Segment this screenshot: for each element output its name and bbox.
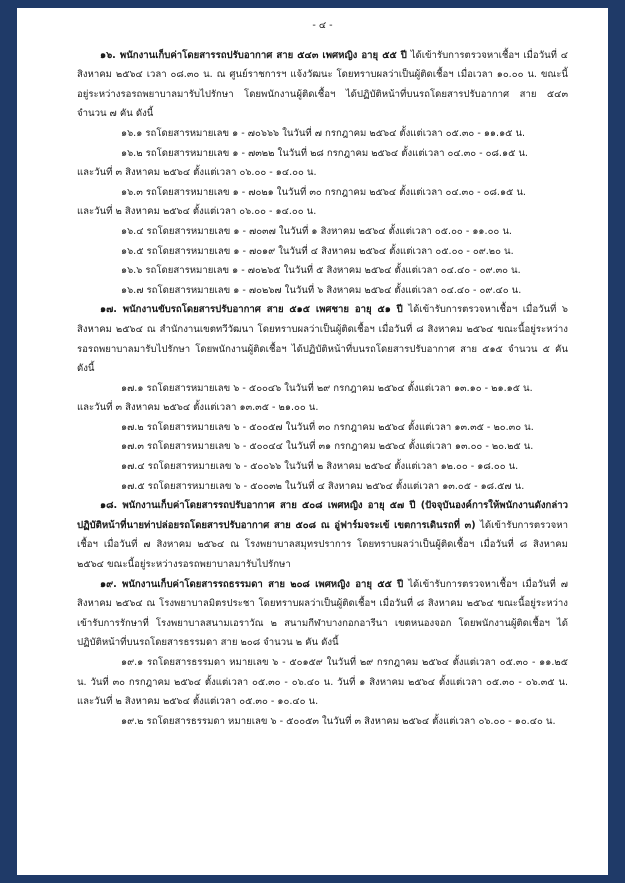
section-body: ได้เข้ารับการตรวจหาเชื้อฯ เมื่อวันที่ ๔ สิงหาคม ๒๕๖๔ เวลา ๐๘.๓๐ น. ณ ศูนย์ราชการฯ แจ้งวัฒนะ โดยทราบผลว่าเป็นผู้ติดเชื้อฯ เมื่อเวลา ๑๐.๐๐ น. ขณะนี้อยู่ระหว่างรอรถพยาบาลมารับไปรักษา โดยพนักงานผู้ติดเชื้อฯ ได้ปฏิบัติหน้าที่บนรถโดยสารปรับอากาศ สาย ๕๔๓ จำนวน ๗ คัน ดังนี้ — [77, 49, 568, 120]
section-body: ได้เข้ารับการตรวจหาเชื้อฯ เมื่อวันที่ ๗ สิงหาคม ๒๕๖๔ ณ โรงพยาบาลมิตรประชา โดยทราบผลว่าเป็นผู้ติดเชื้อฯ เมื่อวันที่ ๘ สิงหาคม ๒๕๖๔ ขณะนี้อยู่ระหว่างเข้ารับการรักษาที่ โรงพยาบาลสนามเอราวัณ ๒ สนามกีฬาบางกอกอารีนา เขตหนองจอก โดยพนักงานผู้ติดเชื้อฯ ได้ปฏิบัติหน้าที่บนรถโดยสารธรรมดา สาย ๒๐๘ จำนวน ๒ คัน ดังนี้ — [77, 578, 568, 649]
section-title: ๑๘. พนักงานเก็บค่าโดยสารรถปรับอากาศ สาย ๕๐๘ เพศหญิง อายุ ๕๗ ปี (ปัจจุบันองค์การให้พนักงานดังกล่าว ปฏิบัติหน้าที่นายท่าปล่อยรถโดยสารปรับอากาศ สาย ๕๐๘ ณ อู่ฟาร์มจระเข้ เขตการเดินรถที่ ๓) — [77, 500, 568, 531]
section-18 — [77, 496, 568, 574]
list-item: ๑๖.๕ รถโดยสารหมายเลข ๑ - ๗๐๑๙ ในวันที่ ๔ สิงหาคม ๒๕๖๔ ตั้งแต่เวลา ๐๕.๐๐ - ๐๙.๒๐ น. — [121, 245, 514, 257]
list-item-continuation: และวันที่ ๒ สิงหาคม ๒๕๖๔ ตั้งแต่เวลา ๐๖.๐๐ - ๑๔.๐๐ น. — [77, 206, 317, 218]
list-item: ๑๗.๑ รถโดยสารหมายเลข ๖ - ๕๐๐๔๖ ในวันที่ ๒๙ กรกฎาคม ๒๕๖๔ ตั้งแต่เวลา ๑๓.๑๐ - ๒๑.๑๕ น. — [121, 382, 533, 394]
section-title: ๑๖. พนักงานเก็บค่าโดยสารรถปรับอากาศ สาย ๕๔๓ เพศหญิง อายุ ๕๕ ปี — [100, 49, 407, 61]
document-page — [17, 8, 608, 875]
list-item: ๑๖.๗ รถโดยสารหมายเลข ๑ - ๗๐๒๖๗ ในวันที่ ๖ สิงหาคม ๒๕๖๔ ตั้งแต่เวลา ๐๔.๔๐ - ๐๙.๔๐ น. — [121, 284, 522, 296]
section-body: ได้เข้ารับการตรวจหาเชื้อฯ เมื่อวันที่ ๗ สิงหาคม ๒๕๖๔ ณ โรงพยาบาลสมุทรปราการ โดยทราบผลว่าเป็นผู้ติดเชื้อฯ เมื่อวันที่ ๘ สิงหาคม ๒๕๖๔ ขณะนี้อยู่ระหว่างรอรถพยาบาลมารับไปรักษา — [77, 519, 568, 571]
list-item: ๑๗.๕ รถโดยสารหมายเลข ๖ - ๕๐๐๓๒ ในวันที่ ๔ สิงหาคม ๒๕๖๔ ตั้งแต่เวลา ๑๓.๐๕ - ๑๘.๕๗ น. — [121, 480, 525, 492]
list-item: ๑๖.๑ รถโดยสารหมายเลข ๑ - ๗๐๖๖๖ ในวันที่ ๗ กรกฎาคม ๒๕๖๔ ตั้งแต่เวลา ๐๕.๓๐ - ๑๑.๑๕ น. — [121, 127, 526, 139]
list-item-continuation: และวันที่ ๓ สิงหาคม ๒๕๖๔ ตั้งแต่เวลา ๐๖.๐๐ - ๑๔.๐๐ น. — [77, 167, 317, 179]
list-item: ๑๗.๒ รถโดยสารหมายเลข ๖ - ๕๐๐๕๗ ในวันที่ ๓๐ กรกฎาคม ๒๕๖๔ ตั้งแต่เวลา ๑๓.๓๕ - ๒๐.๓๐ น. — [121, 421, 534, 433]
section-body: ได้เข้ารับการตรวจหาเชื้อฯ เมื่อวันที่ ๖ สิงหาคม ๒๕๖๔ ณ สำนักงานเขตทวีวัฒนา โดยทราบผลว่าเป็นผู้ติดเชื้อฯ เมื่อวันที่ ๘ สิงหาคม ๒๕๖๔ ขณะนี้อยู่ระหว่างรอรถพยาบาลมารับไปรักษา โดยพนักงานผู้ติดเชื้อฯ ได้ปฏิบัติหน้าที่บนรถโดยสารปรับอากาศ สาย ๕๑๕ จำนวน ๕ คัน ดังนี้ — [77, 304, 568, 375]
list-item: ๑๖.๖ รถโดยสารหมายเลข ๑ - ๗๐๒๖๕ ในวันที่ ๕ สิงหาคม ๒๕๖๔ ตั้งแต่เวลา ๐๔.๔๐ - ๐๙.๓๐ น. — [121, 265, 521, 277]
list-item: ๑๖.๒ รถโดยสารหมายเลข ๑ - ๗๓๒๒ ในวันที่ ๒๘ กรกฎาคม ๒๕๖๔ ตั้งแต่เวลา ๐๔.๓๐ - ๐๘.๑๕ น. — [121, 147, 528, 159]
section-16 — [77, 46, 568, 124]
list-item: ๑๗.๔ รถโดยสารหมายเลข ๖ - ๕๐๐๖๖ ในวันที่ ๒ สิงหาคม ๒๕๖๔ ตั้งแต่เวลา ๑๒.๐๐ - ๑๘.๐๐ น. — [121, 461, 519, 473]
list-item: ๑๖.๔ รถโดยสารหมายเลข ๑ - ๗๐๓๗ ในวันที่ ๑ สิงหาคม ๒๕๖๔ ตั้งแต่เวลา ๐๕.๐๐ - ๑๑.๐๐ น. — [121, 225, 512, 237]
list-item: ๑๖.๓ รถโดยสารหมายเลข ๑ - ๗๐๒๑ ในวันที่ ๓๐ กรกฎาคม ๒๕๖๔ ตั้งแต่เวลา ๐๔.๓๐ - ๐๘.๑๕ น. — [121, 186, 526, 198]
page-number: - ๔ - — [312, 20, 333, 31]
section-19 — [77, 575, 568, 653]
list-item: ๑๙.๑ รถโดยสารธรรมดา หมายเลข ๖ - ๕๐๑๕๙ ในวันที่ ๒๙ กรกฎาคม ๒๕๖๔ ตั้งแต่เวลา ๐๕.๓๐ - ๑๑.๒๕ น. วันที่ ๓๐ กรกฎาคม ๒๕๖๔ ตั้งแต่เวลา ๐๕.๓๐ - ๐๖.๔๐ น. วันที่ ๑ สิงหาคม ๒๕๖๔ ตั้งแต่เวลา ๐๕.๓๐ - ๐๖.๓๕ น. และวันที่ ๒ สิงหาคม ๒๕๖๔ ตั้งแต่เวลา ๐๕.๓๐ - ๑๐.๔๐ น. — [77, 657, 568, 708]
section-title: ๑๗. พนักงานขับรถโดยสารปรับอากาศ สาย ๕๑๕ เพศชาย อายุ ๕๑ ปี — [100, 304, 403, 316]
section-17 — [77, 300, 568, 378]
list-item: ๑๙.๒ รถโดยสารธรรมดา หมายเลข ๖ - ๕๐๐๕๓ ในวันที่ ๓ สิงหาคม ๒๕๖๔ ตั้งแต่เวลา ๐๖.๐๐ - ๑๐.๔๐ น. — [121, 715, 556, 727]
section-title: ๑๙. พนักงานเก็บค่าโดยสารรถธรรมดา สาย ๒๐๘ เพศหญิง อายุ ๕๕ ปี — [100, 578, 404, 590]
list-item-continuation: และวันที่ ๓ สิงหาคม ๒๕๖๔ ตั้งแต่เวลา ๑๓.๓๕ - ๒๑.๐๐ น. — [77, 402, 319, 414]
list-item: ๑๗.๓ รถโดยสารหมายเลข ๖ - ๕๐๐๔๔ ในวันที่ ๓๑ กรกฎาคม ๒๕๖๔ ตั้งแต่เวลา ๑๓.๐๐ - ๒๐.๒๕ น. — [121, 441, 534, 453]
